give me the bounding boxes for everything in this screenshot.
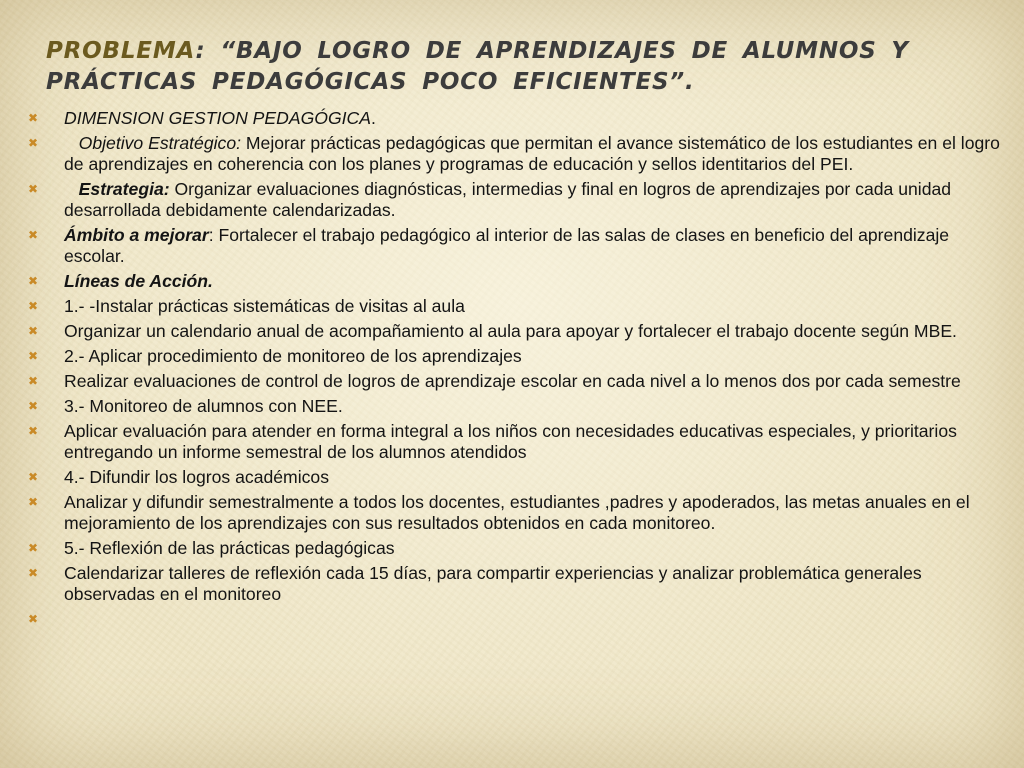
list-item [28, 538, 1000, 559]
objetivo-label: Objetivo Estratégico: [78, 133, 242, 153]
dimension-label: DIMENSION GESTION PEDAGÓGICA [64, 108, 371, 128]
item-text: Calendarizar talleres de reflexión cada 15 días, para compartir experiencias y analizar problemática generales observadas en el monitoreo [64, 563, 922, 604]
x-bullet-icon: ✖ [28, 470, 39, 484]
list-item [28, 492, 1000, 534]
list-item [28, 467, 1000, 488]
list-item-objetivo [28, 133, 1000, 175]
x-bullet-icon: ✖ [28, 566, 39, 580]
item-text: 4.- Difundir los logros académicos [64, 467, 329, 487]
item-text: Realizar evaluaciones de control de logros de aprendizaje escolar en cada nivel a lo menos dos por cada semestre [64, 371, 961, 391]
x-bullet-icon: ✖ [28, 182, 39, 196]
x-bullet-icon: ✖ [28, 612, 39, 626]
list-item-estrategia [28, 179, 1000, 221]
estrategia-label: Estrategia: [78, 179, 170, 199]
item-text: Organizar un calendario anual de acompañamiento al aula para apoyar y fortalecer el trabajo docente según MBE. [64, 321, 957, 341]
ambito-text: : Fortalecer el trabajo pedagógico al interior de las salas de clases en beneficio del aprendizaje escolar. [64, 225, 950, 266]
x-bullet-icon: ✖ [28, 374, 39, 388]
x-bullet-icon: ✖ [28, 541, 39, 555]
x-bullet-icon: ✖ [28, 111, 39, 125]
x-bullet-icon: ✖ [28, 349, 39, 363]
list-item [28, 296, 1000, 317]
item-text: 1.- -Instalar prácticas sistemáticas de visitas al aula [64, 296, 465, 316]
x-bullet-icon: ✖ [28, 228, 39, 242]
list-item [28, 563, 1000, 605]
x-bullet-icon: ✖ [28, 324, 39, 338]
list-item [28, 421, 1000, 463]
list-item-empty [28, 609, 1000, 630]
bullet-list [28, 108, 1000, 634]
lineas-label: Líneas de Acción. [64, 271, 213, 291]
list-item-dimension [28, 108, 1000, 129]
x-bullet-icon: ✖ [28, 424, 39, 438]
list-item [28, 346, 1000, 367]
slide-title [46, 36, 1006, 98]
list-item [28, 396, 1000, 417]
list-item [28, 371, 1000, 392]
estrategia-text: Organizar evaluaciones diagnósticas, intermedias y final en logros de aprendizajes por cada unidad desarrollada debidamente calendarizadas. [64, 179, 952, 220]
item-text: 3.- Monitoreo de alumnos con NEE. [64, 396, 343, 416]
list-item [28, 321, 1000, 342]
item-text: 5.- Reflexión de las prácticas pedagógicas [64, 538, 395, 558]
list-item-ambito [28, 225, 1000, 267]
x-bullet-icon: ✖ [28, 274, 39, 288]
x-bullet-icon: ✖ [28, 495, 39, 509]
dimension-text: . [370, 108, 376, 128]
title-rest: : “BAJO LOGRO DE APRENDIZAJES DE ALUMNOS Y PRÁCTICAS PEDAGÓGICAS POCO EFICIENTES”. [46, 38, 909, 95]
item-text: Analizar y difundir semestralmente a todos los docentes, estudiantes ,padres y apoderados, las metas anuales en el mejoramiento de los aprendizajes con sus resultados obtenidos en cada monitoreo. [64, 492, 970, 533]
title-highlight: PROBLEMA [46, 38, 196, 64]
x-bullet-icon: ✖ [28, 136, 39, 150]
item-text: 2.- Aplicar procedimiento de monitoreo de los aprendizajes [64, 346, 522, 366]
objetivo-text: Mejorar prácticas pedagógicas que permitan el avance sistemático de los estudiantes en el logro de aprendizajes en coherencia con los planes y programas de educación y sellos identitarios del PEI. [64, 133, 1000, 174]
ambito-label: Ámbito a mejorar [64, 225, 209, 245]
list-item-lineas [28, 271, 1000, 292]
x-bullet-icon: ✖ [28, 399, 39, 413]
item-text: Aplicar evaluación para atender en forma integral a los niños con necesidades educativas especiales, y prioritarios entregando un informe semestral de los alumnos atendidos [64, 421, 957, 462]
x-bullet-icon: ✖ [28, 299, 39, 313]
